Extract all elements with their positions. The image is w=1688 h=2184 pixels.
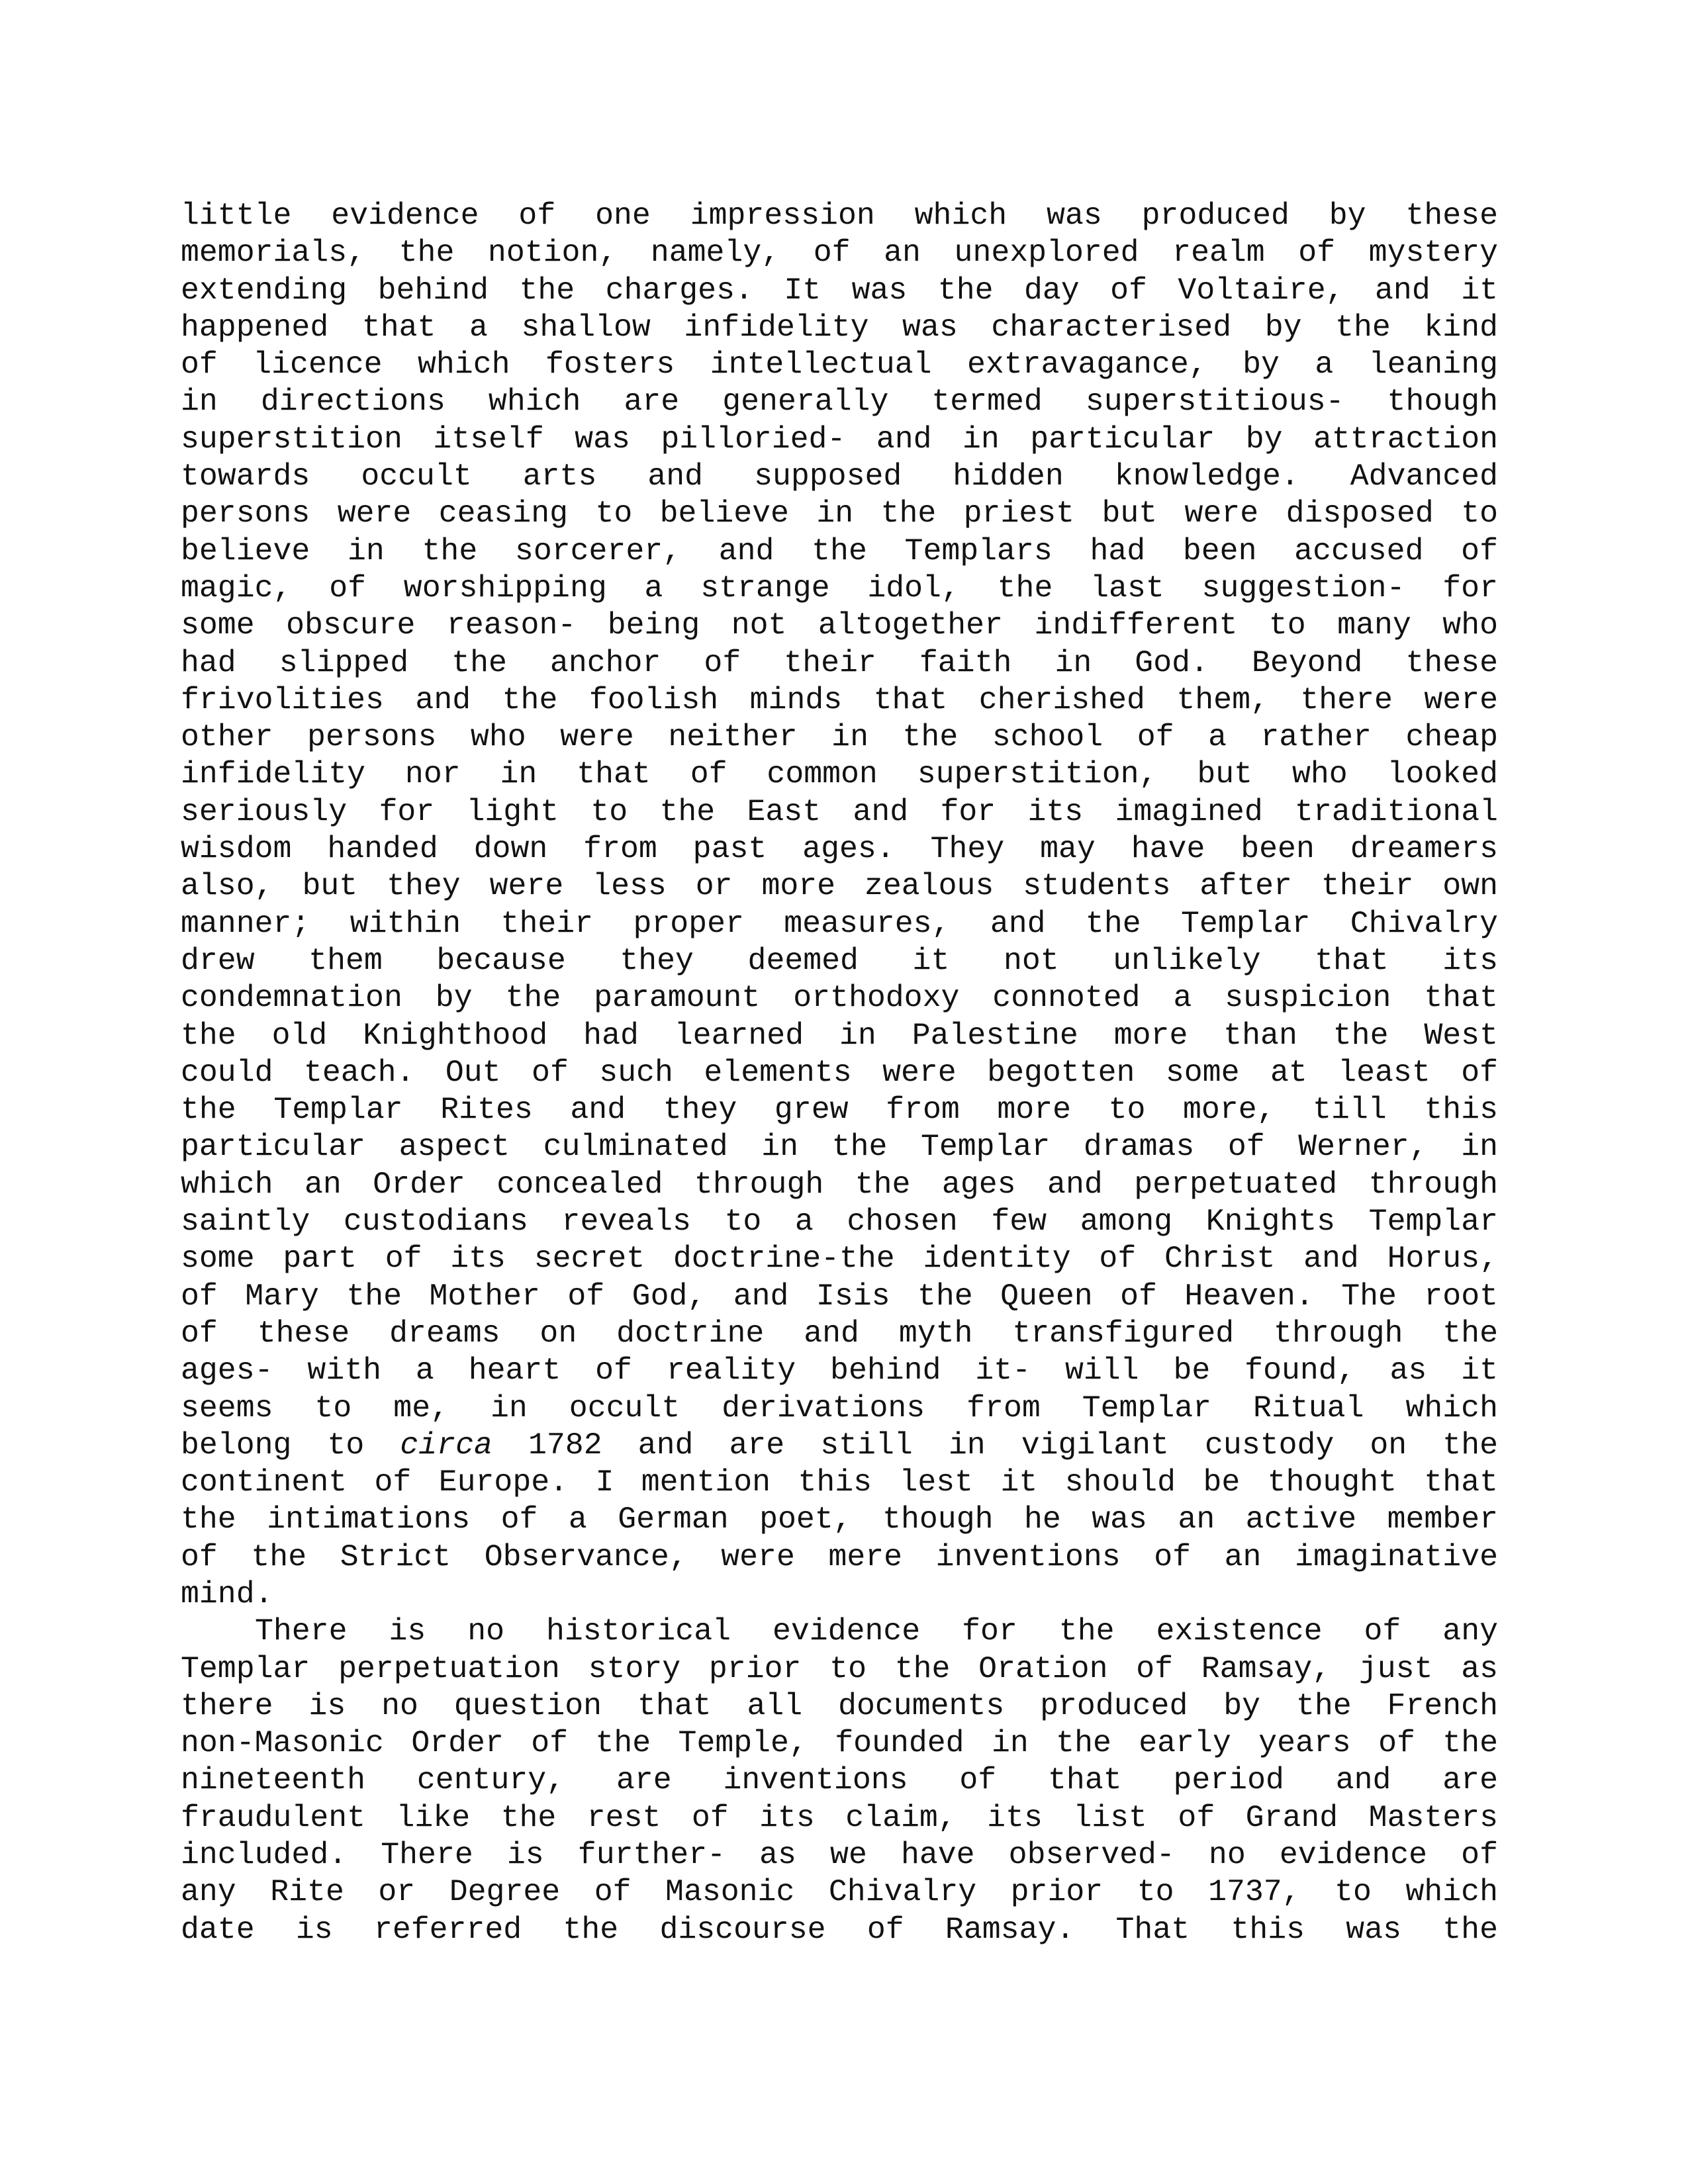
text-segment: could teach. Out of such elements were begotten some at least of: [181, 1054, 1498, 1090]
text-segment: superstition itself was pilloried- and in particular by attraction: [181, 421, 1498, 457]
text-segment: the intimations of a German poet, though he was an active member: [181, 1502, 1498, 1537]
text-line: [181, 458, 1498, 495]
text-segment: other persons who were neither in the school of a rather cheap: [181, 719, 1498, 755]
text-line: [181, 905, 1498, 942]
text-line: [181, 719, 1498, 756]
text-segment: fraudulent like the rest of its claim, its list of Grand Masters: [181, 1799, 1498, 1835]
text-line: [181, 1464, 1498, 1501]
text-line: [181, 272, 1498, 309]
text-segment: date is referred the discourse of Ramsay. That this was the: [181, 1911, 1498, 1947]
text-segment: non-Masonic Order of the Temple, founded in the early years of the: [181, 1725, 1498, 1761]
text-segment: of these dreams on doctrine and myth transfigured through the: [181, 1315, 1498, 1351]
text-line: [181, 197, 1498, 234]
text-line: [181, 234, 1498, 271]
text-segment: belong to: [181, 1427, 400, 1463]
text-line: [181, 1799, 1498, 1837]
text-segment: also, but they were less or more zealous students after their own: [181, 868, 1498, 904]
text-segment: believe in the sorcerer, and the Templars had been accused of: [181, 533, 1498, 569]
text-segment: condemnation by the paramount orthodoxy connoted a suspicion that: [181, 980, 1498, 1016]
text-segment: memorials, the notion, namely, of an unexplored realm of mystery: [181, 235, 1498, 271]
text-segment: saintly custodians reveals to a chosen few among Knights Templar: [181, 1204, 1498, 1240]
text-segment: seems to me, in occult derivations from Templar Ritual which: [181, 1390, 1498, 1426]
text-segment: magic, of worshipping a strange idol, the last suggestion- for: [181, 570, 1498, 606]
text-line: [181, 645, 1498, 682]
text-line: [181, 533, 1498, 570]
text-line: [181, 868, 1498, 905]
text-line: [181, 1762, 1498, 1799]
text-line: [181, 1501, 1498, 1538]
text-line: [181, 1128, 1498, 1165]
text-segment: some part of its secret doctrine-the identity of Christ and Horus,: [181, 1241, 1498, 1277]
text-segment: Templar perpetuation story prior to the Oration of Ramsay, just as: [181, 1651, 1498, 1686]
text-segment: included. There is further- as we have observed- no evidence of: [181, 1837, 1498, 1873]
text-line: [181, 1278, 1498, 1315]
text-segment: drew them because they deemed it not unlikely that its: [181, 942, 1498, 978]
text-line: [181, 1091, 1498, 1128]
text-line: [181, 1688, 1498, 1725]
text-line: [181, 1054, 1498, 1091]
text-segment: 1782 and are still in vigilant custody on the: [492, 1427, 1498, 1463]
text-segment: little evidence of one impression which was produced by these: [181, 198, 1498, 233]
text-line: [181, 1651, 1498, 1688]
text-line: [181, 421, 1498, 458]
italic-text: circa: [400, 1427, 492, 1463]
text-line: [181, 1837, 1498, 1874]
text-segment: seriously for light to the East and for its imagined traditional: [181, 794, 1498, 829]
text-line: [181, 607, 1498, 644]
text-segment: particular aspect culminated in the Templar dramas of Werner, in: [181, 1129, 1498, 1165]
text-line: [181, 383, 1498, 420]
text-segment: which an Order concealed through the ages and perpetuated through: [181, 1166, 1498, 1202]
text-segment: towards occult arts and supposed hidden knowledge. Advanced: [181, 459, 1498, 494]
text-line: [181, 1874, 1498, 1911]
text-line: [181, 942, 1498, 979]
text-segment: of licence which fosters intellectual extravagance, by a leaning: [181, 347, 1498, 383]
text-segment: of the Strict Observance, were mere inventions of an imaginative: [181, 1539, 1498, 1574]
text-line: [181, 1539, 1498, 1576]
text-line: [181, 1911, 1498, 1948]
text-line: [181, 1576, 1498, 1613]
text-line: [181, 1240, 1498, 1277]
text-line: [181, 1725, 1498, 1762]
text-line: [181, 1166, 1498, 1203]
text-line: [181, 1352, 1498, 1389]
text-line: [181, 1017, 1498, 1054]
text-line: [181, 1613, 1498, 1650]
text-line: [181, 1315, 1498, 1352]
text-line: [181, 1203, 1498, 1240]
text-segment: mind.: [181, 1576, 273, 1612]
text-segment: in directions which are generally termed superstitious- though: [181, 384, 1498, 420]
text-segment: continent of Europe. I mention this lest it should be thought that: [181, 1465, 1498, 1500]
text-segment: extending behind the charges. It was the day of Voltaire, and it: [181, 272, 1498, 308]
text-segment: frivolities and the foolish minds that cherished them, there were: [181, 682, 1498, 717]
text-segment: the Templar Rites and they grew from more to more, till this: [181, 1092, 1498, 1128]
text-segment: wisdom handed down from past ages. They may have been dreamers: [181, 831, 1498, 867]
text-segment: had slipped the anchor of their faith in God. Beyond these: [181, 645, 1498, 680]
text-line: [181, 979, 1498, 1017]
text-line: [181, 1390, 1498, 1427]
text-line: [181, 346, 1498, 383]
text-segment: any Rite or Degree of Masonic Chivalry prior to 1737, to which: [181, 1874, 1498, 1910]
text-segment: some obscure reason- being not altogether indifferent to many who: [181, 608, 1498, 643]
text-segment: infidelity nor in that of common superstition, but who looked: [181, 756, 1498, 792]
text-segment: of Mary the Mother of God, and Isis the Queen of Heaven. The root: [181, 1278, 1498, 1314]
text-segment: manner; within their proper measures, and the Templar Chivalry: [181, 905, 1498, 941]
text-segment: the old Knighthood had learned in Palestine more than the West: [181, 1017, 1498, 1053]
text-segment: persons were ceasing to believe in the priest but were disposed to: [181, 496, 1498, 531]
text-segment: There is no historical evidence for the existence of any: [255, 1614, 1498, 1649]
text-line: [181, 495, 1498, 532]
body-text: [181, 197, 1498, 1948]
text-line: [181, 570, 1498, 607]
text-line: [181, 682, 1498, 719]
text-line: [181, 831, 1498, 868]
text-line: [181, 794, 1498, 831]
text-segment: there is no question that all documents produced by the French: [181, 1688, 1498, 1723]
text-segment: ages- with a heart of reality behind it- will be found, as it: [181, 1353, 1498, 1388]
text-line: [181, 756, 1498, 793]
text-segment: nineteenth century, are inventions of that period and are: [181, 1762, 1498, 1798]
text-line: [181, 1427, 1498, 1464]
text-segment: happened that a shallow infidelity was characterised by the kind: [181, 309, 1498, 345]
text-line: [181, 309, 1498, 346]
